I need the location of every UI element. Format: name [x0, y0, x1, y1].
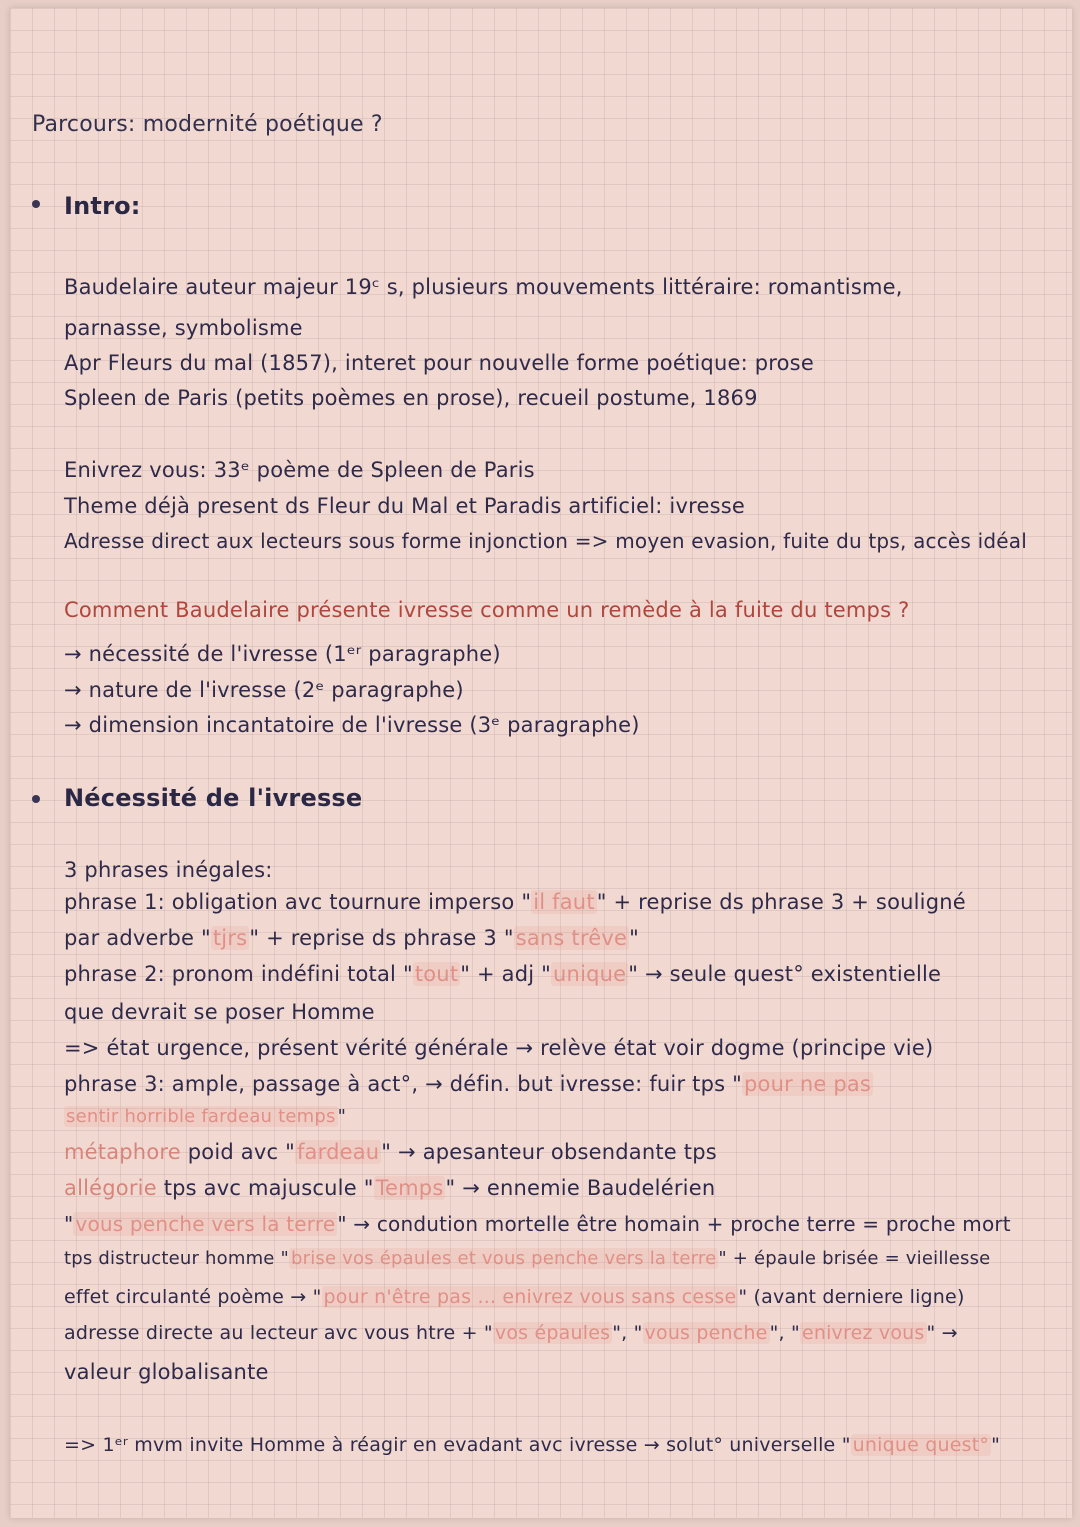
- quote-highlight: pour ne pas: [744, 1072, 872, 1096]
- note-line: 3 phrases inégales:: [64, 858, 273, 882]
- figure-keyword: métaphore: [64, 1140, 181, 1164]
- intro-line: Apr Fleurs du mal (1857), interet pour nouvelle forme poétique: prose: [64, 351, 814, 375]
- quote-highlight: sans trêve: [515, 926, 628, 950]
- page-title: Parcours: modernité poétique ?: [32, 112, 383, 137]
- note-line: [64, 890, 966, 914]
- note-line: [64, 926, 639, 950]
- quote-highlight: pour n'être pas ... enivrez vous sans cesse: [323, 1286, 737, 1308]
- note-text: " + reprise ds phrase 3 ": [249, 926, 514, 950]
- note-text: ": [337, 1106, 347, 1127]
- note-text: par adverbe ": [64, 926, 211, 950]
- intro-heading: Intro:: [64, 192, 141, 220]
- note-text: phrase 3: ample, passage à act°, → défin. but ivresse: fuir tps ": [64, 1072, 743, 1096]
- note-line: [64, 1072, 873, 1096]
- plan-item: → nécessité de l'ivresse (1ᵉʳ paragraphe): [64, 642, 501, 666]
- quote-highlight: tjrs: [212, 926, 248, 950]
- note-line: [64, 1212, 1011, 1236]
- note-line: [64, 1140, 717, 1164]
- note-text: " (avant derniere ligne): [738, 1286, 965, 1308]
- quote-highlight: fardeau: [296, 1140, 380, 1164]
- note-text: phrase 1: obligation avc tournure imperso ": [64, 890, 532, 914]
- note-text: effet circulanté poème → ": [64, 1286, 322, 1308]
- note-line: [64, 1248, 990, 1269]
- note-line: [64, 962, 941, 986]
- note-text: " →: [926, 1322, 958, 1344]
- quote-highlight: unique quest°: [852, 1434, 990, 1456]
- note-line: que devrait se poser Homme: [64, 1000, 375, 1024]
- note-text: " → ennemie Baudelérien: [445, 1176, 716, 1200]
- section-heading: Nécessité de l'ivresse: [64, 784, 363, 812]
- quote-highlight: tout: [414, 962, 459, 986]
- quote-highlight: sentir horrible fardeau temps: [66, 1106, 336, 1127]
- note-text: ": [991, 1434, 1001, 1456]
- note-text: " + épaule brisée = vieillesse: [718, 1248, 991, 1269]
- note-text: poid avc ": [180, 1140, 295, 1164]
- note-text: ": [64, 1212, 74, 1236]
- note-text: ", ": [612, 1322, 643, 1344]
- quote-highlight: brise vos épaules et vous penche vers la terre: [290, 1248, 717, 1269]
- quote-highlight: il faut: [533, 890, 595, 914]
- bullet-icon: [32, 200, 40, 208]
- notebook-page: [10, 8, 1072, 1518]
- note-text: " + adj ": [460, 962, 552, 986]
- figure-keyword: allégorie: [64, 1176, 157, 1200]
- quote-highlight: vous penche: [644, 1322, 768, 1344]
- problematique: Comment Baudelaire présente ivresse comme un remède à la fuite du temps ?: [64, 598, 910, 622]
- note-line: [64, 1322, 958, 1344]
- intro-line: Theme déjà present ds Fleur du Mal et Paradis artificiel: ivresse: [64, 494, 745, 518]
- quote-highlight: enivrez vous: [801, 1322, 925, 1344]
- quote-highlight: Temps: [375, 1176, 444, 1200]
- plan-item: → nature de l'ivresse (2ᵉ paragraphe): [64, 678, 464, 702]
- intro-line: Baudelaire auteur majeur 19ᶜ s, plusieurs mouvements littéraire: romantisme,: [64, 275, 903, 299]
- note-text: " → apesanteur obsendante tps: [381, 1140, 717, 1164]
- note-text: phrase 2: pronom indéfini total ": [64, 962, 413, 986]
- note-text: => 1ᵉʳ mvm invite Homme à réagir en evadant avc ivresse → solut° universelle ": [64, 1434, 851, 1456]
- note-line: [64, 1106, 346, 1127]
- intro-line: Spleen de Paris (petits poèmes en prose), recueil postume, 1869: [64, 386, 758, 410]
- note-text: tps distructeur homme ": [64, 1248, 289, 1269]
- note-line: [64, 1286, 965, 1308]
- note-text: adresse directe au lecteur avc vous htre + ": [64, 1322, 493, 1344]
- note-text: tps avc majuscule ": [156, 1176, 374, 1200]
- note-line: [64, 1176, 715, 1200]
- intro-line: Adresse direct aux lecteurs sous forme injonction => moyen evasion, fuite du tps, accès idéal: [64, 529, 1027, 553]
- note-text: " → seule quest° existentielle: [628, 962, 942, 986]
- quote-highlight: vos épaules: [494, 1322, 611, 1344]
- note-text: ": [629, 926, 639, 950]
- note-text: " → condution mortelle être homain + proche terre = proche mort: [337, 1212, 1011, 1236]
- note-line: => état urgence, présent vérité générale → relève état voir dogme (principe vie): [64, 1036, 934, 1060]
- plan-item: → dimension incantatoire de l'ivresse (3ᵉ paragraphe): [64, 713, 640, 737]
- quote-highlight: unique: [553, 962, 627, 986]
- quote-highlight: vous penche vers la terre: [75, 1212, 336, 1236]
- bullet-icon: [32, 795, 40, 803]
- note-text: " + reprise ds phrase 3 + souligné: [596, 890, 966, 914]
- note-text: ", ": [769, 1322, 800, 1344]
- note-line: valeur globalisante: [64, 1360, 269, 1384]
- intro-line: Enivrez vous: 33ᵉ poème de Spleen de Paris: [64, 458, 535, 482]
- conclusion-line: [64, 1434, 1000, 1456]
- intro-line: parnasse, symbolisme: [64, 316, 303, 340]
